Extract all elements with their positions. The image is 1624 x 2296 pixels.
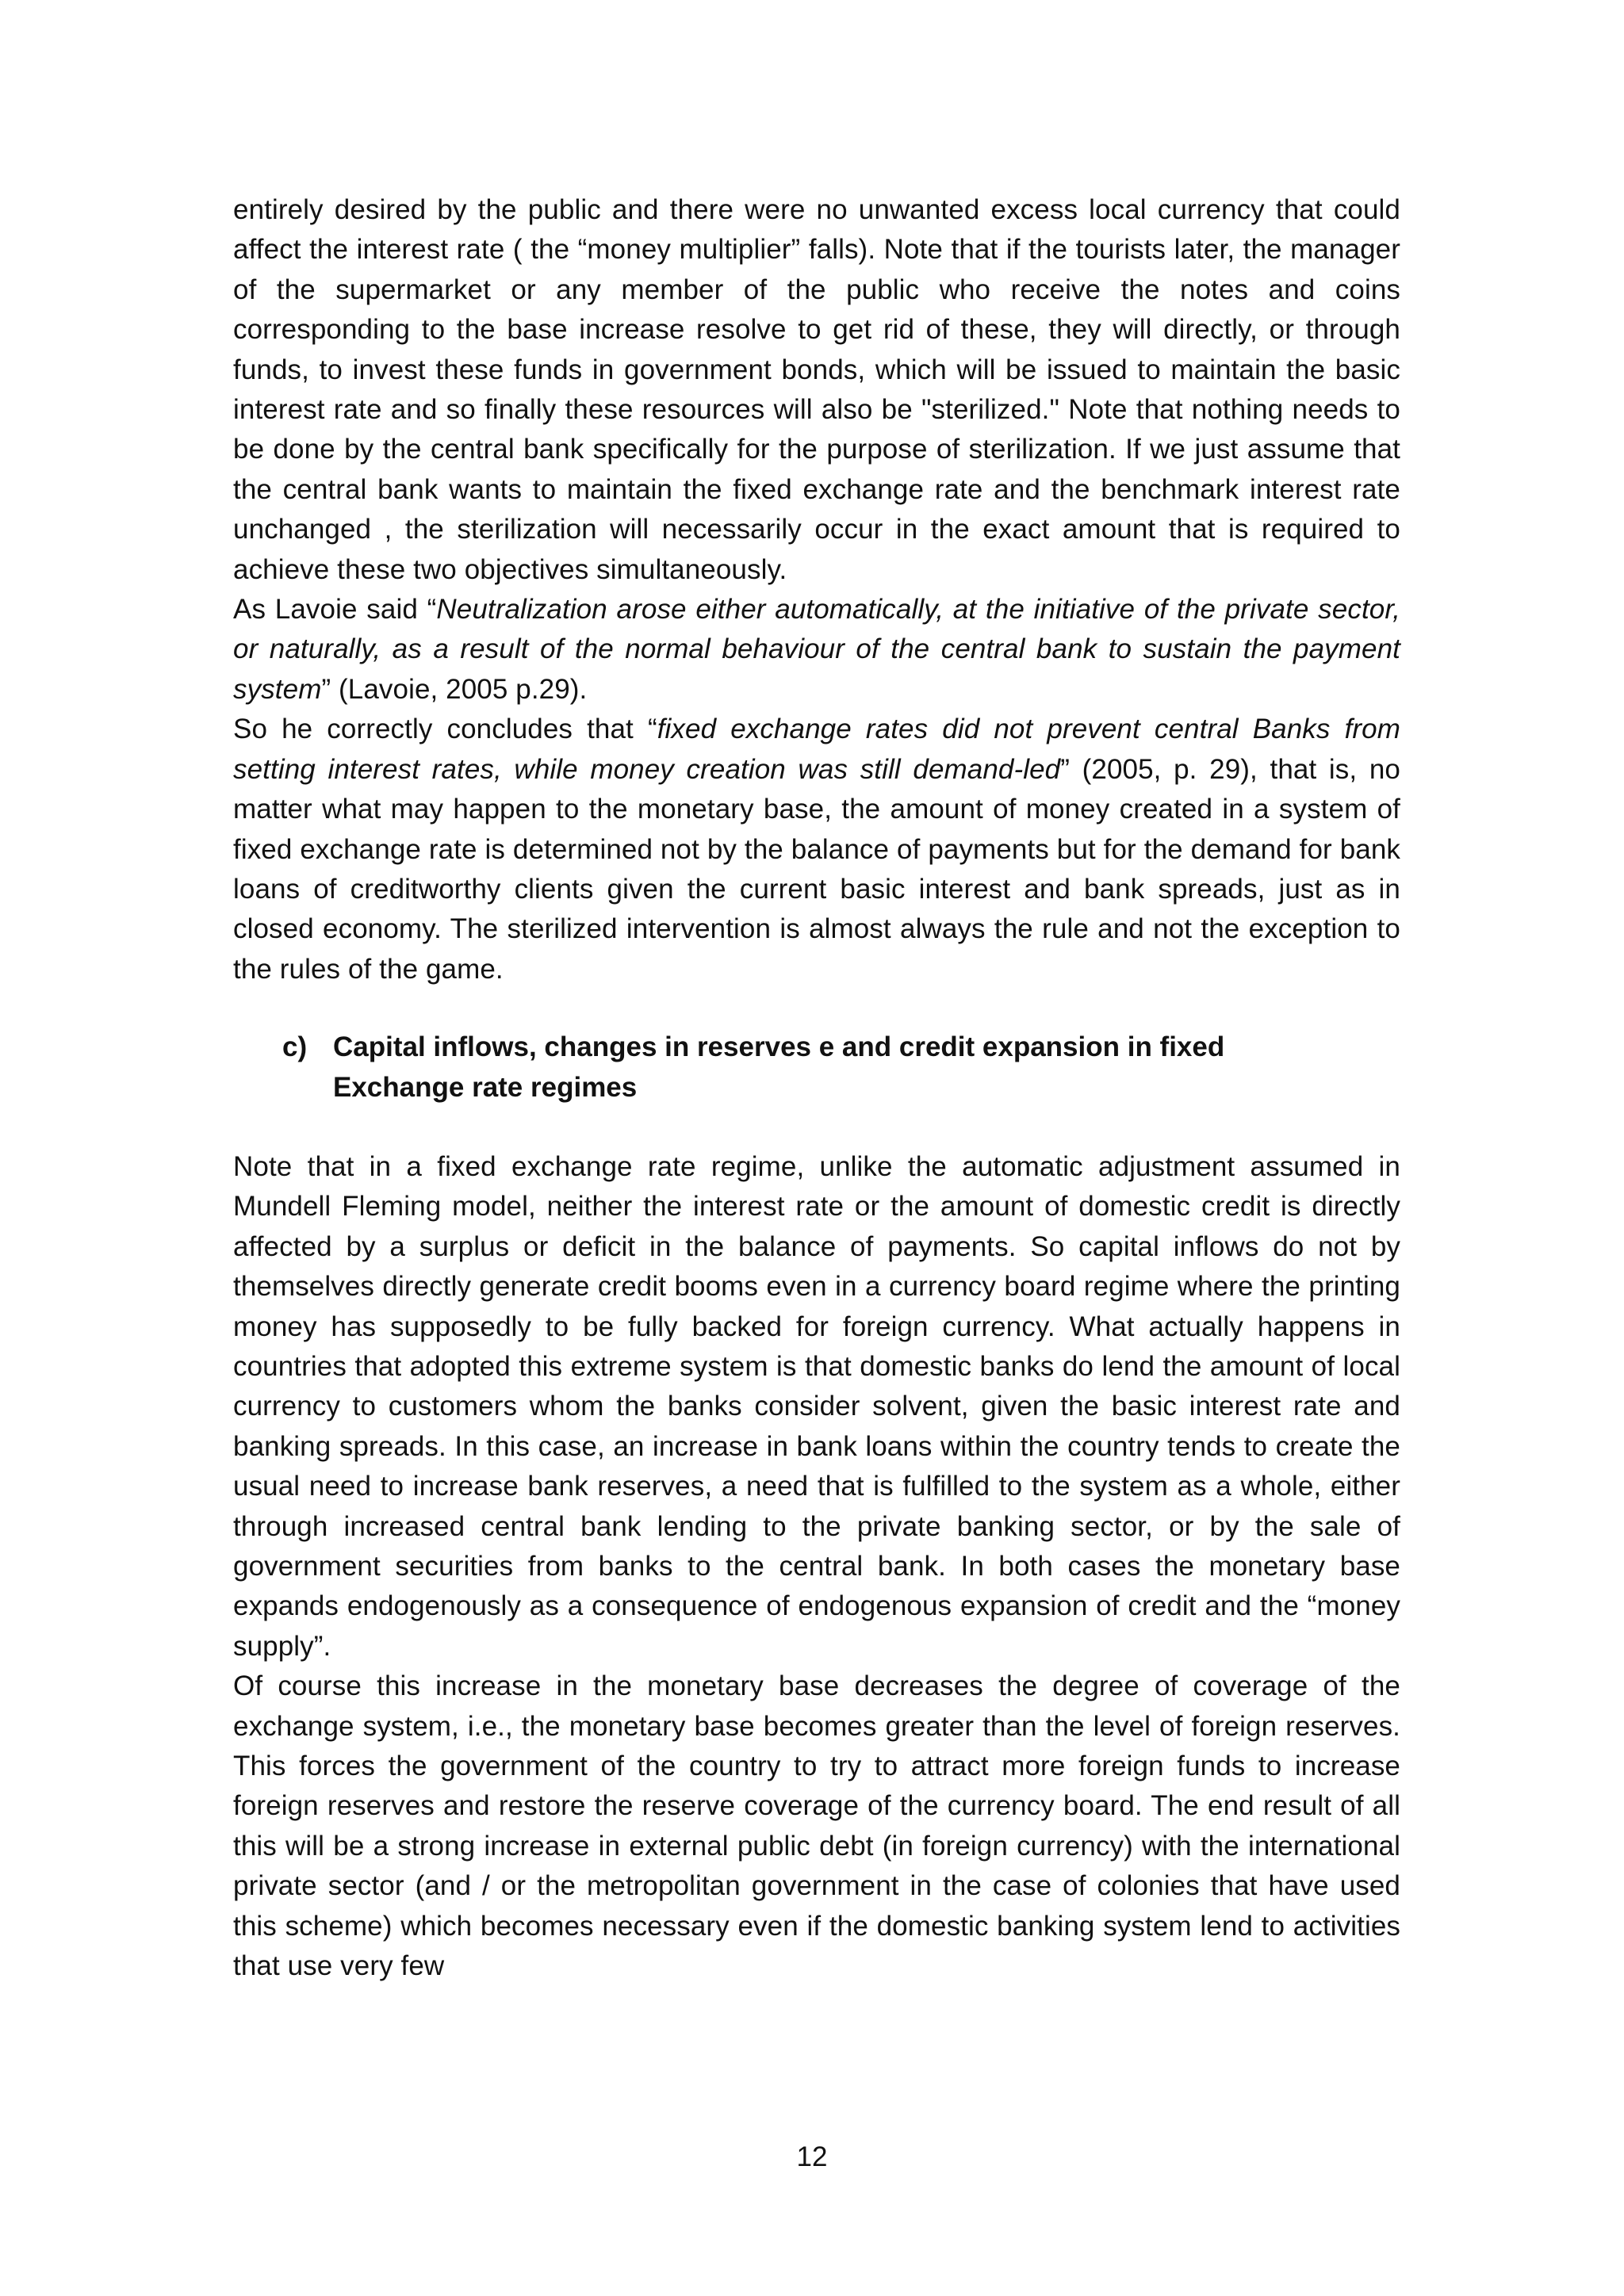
section-heading-text: Capital inflows, changes in reserves e and credit expansion in fixed Exchange rate regimes [333,1031,1225,1103]
text-segment: Of course this increase in the monetary base decreases the degree of coverage of the exchange system, i.e., the monetary base becomes greater than the level of foreign reserves. This forces the government of the country to try to attract more foreign funds to increase foreign reserves and restore the reserve coverage of the currency board. The end result of all this will be a strong increase in external public debt (in foreign currency) with the international private sector (and / or the metropolitan government in the case of colonies that have used this scheme) which becomes necessary even if the domestic banking system lend to activities that use very few [233,1670,1400,1982]
paragraph-sterilization [233,190,1400,590]
paragraph-lavoie-conclusion [233,710,1400,989]
quoted-italic-text: fixed exchange rates did not prevent central Banks from setting interest rates, while money creation was still demand-led [233,714,1400,785]
quoted-italic-text: Neutralization arose either automatically, at the initiative of the private sector, or naturally, as a result of the normal behaviour of the central bank to sustain the payment system [233,594,1400,705]
text-segment: entirely desired by the public and there were no unwanted excess local currency that could affect the interest rate ( the “money multiplier” falls). Note that if the tourists later, the manager of the supermarket or any member of the public who receive the notes and coins corresponding to the base increase resolve to get rid of these, they will directly, or through funds, to invest these funds in government bonds, which will be issued to maintain the basic interest rate and so finally these resources will also be "sterilized." Note that nothing needs to be done by the central bank specifically for the purpose of sterilization. If we just assume that the central bank wants to maintain the fixed exchange rate and the benchmark interest rate unchanged , the sterilization will necessarily occur in the exact amount that is required to achieve these two objectives simultaneously. [233,194,1400,585]
paragraph-lavoie-quote [233,590,1400,710]
document-page [233,190,1400,1986]
text-segment: As Lavoie said “ [233,594,437,626]
section-heading [233,1027,1400,1108]
text-segment: So he correctly concludes that “ [233,714,657,745]
text-segment: ” (2005, p. 29), that is, no matter what may happen to the monetary base, the amount of money created in a system of fixed exchange rate is determined not by the balance of payments but for the demand for bank loans of creditworthy clients given the current basic interest and bank spreads, just as in closed economy. The sterilized intervention is almost always the rule and not the exception to the rules of the game. [233,753,1400,985]
text-segment: Note that in a fixed exchange rate regime, unlike the automatic adjustment assumed in Mundell Fleming model, neither the interest rate or the amount of domestic credit is directly affected by a surplus or deficit in the balance of payments. So capital inflows do not by themselves directly generate credit booms even in a currency board regime where the printing money has supposedly to be fully backed for foreign currency. What actually happens in countries that adopted this extreme system is that domestic banks do lend the amount of local currency to customers whom the banks consider solvent, given the basic interest rate and banking spreads. In this case, an increase in bank loans within the country tends to create the usual need to increase bank reserves, a need that is fulfilled to the system as a whole, either through increased central bank lending to the private banking sector, or by the sale of government securities from banks to the central bank. In both cases the monetary base expands endogenously as a consequence of endogenous expansion of credit and the “money supply”. [233,1150,1400,1662]
page-number: 12 [796,2141,828,2172]
section-heading-marker: c) [282,1031,308,1063]
text-segment: ” (Lavoie, 2005 p.29). [321,673,588,705]
paragraph-fixed-exchange-regime [233,1147,1400,1667]
paragraph-monetary-base-coverage [233,1667,1400,1986]
